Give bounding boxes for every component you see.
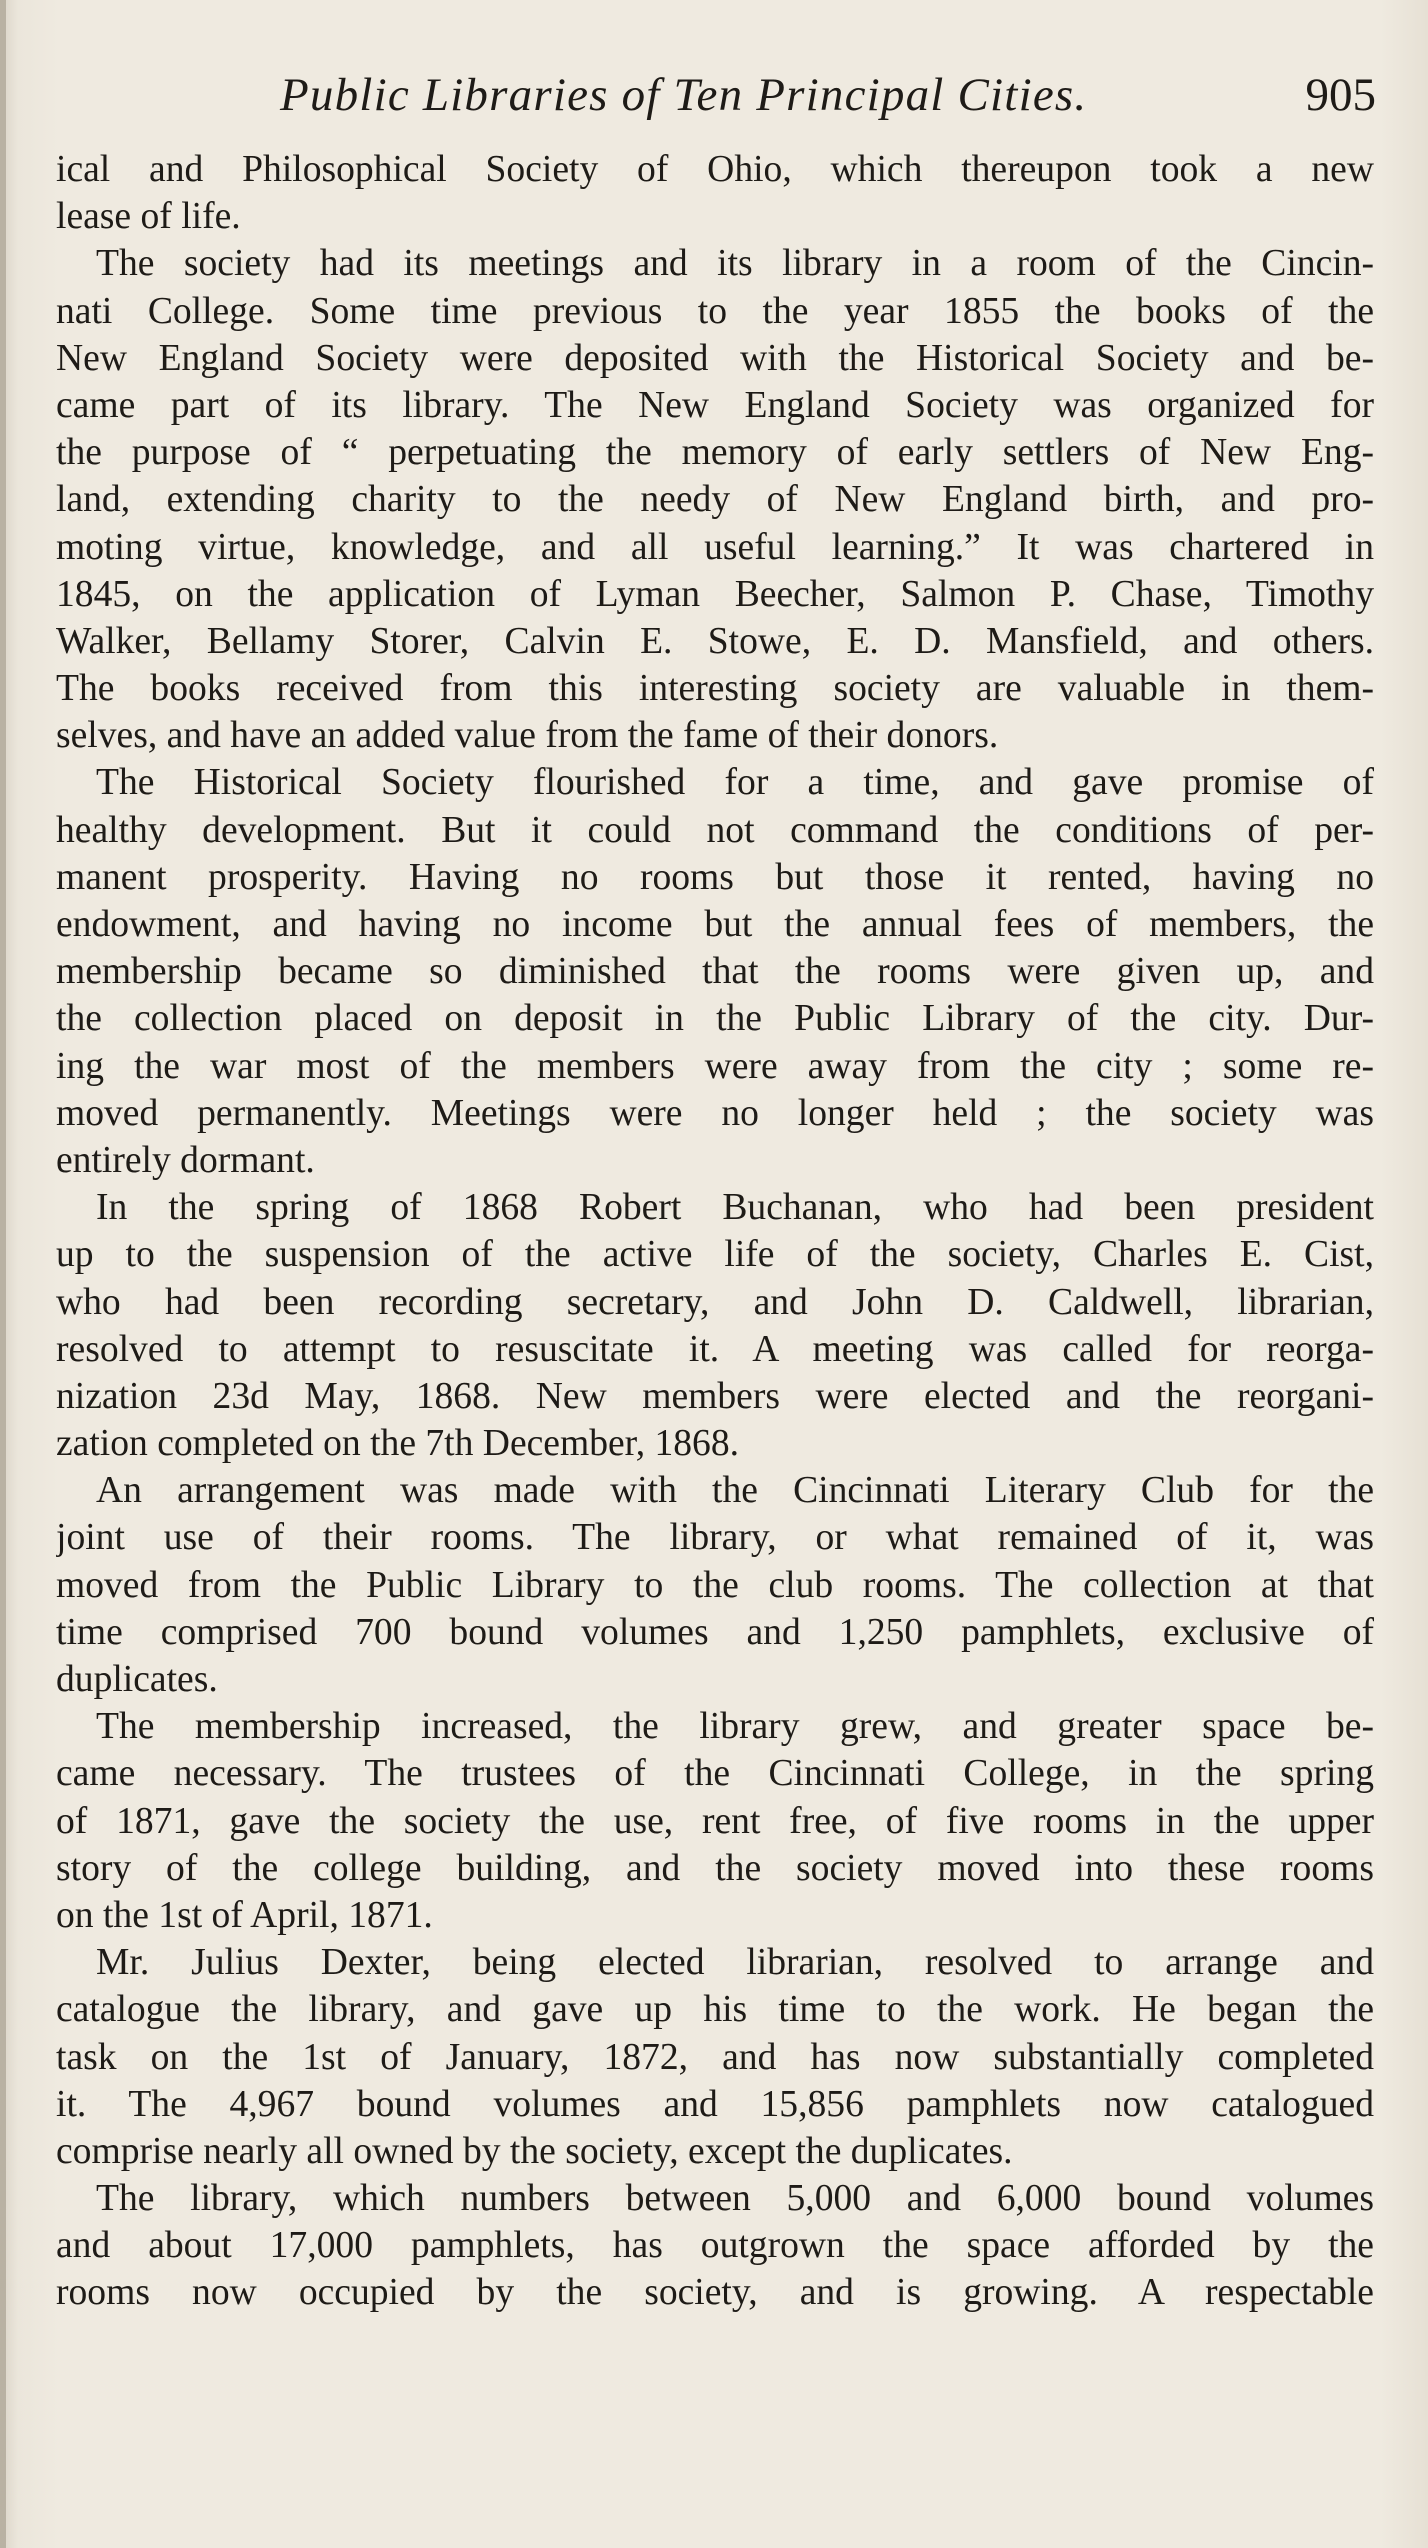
text-line: ical and Philosophical Society of Ohio, which thereupon took a new (56, 149, 1374, 190)
text-line: lease of life. (56, 196, 241, 238)
text-line: and about 17,000 pamphlets, has outgrown the space afforded by the (56, 2225, 1374, 2267)
text-line: came necessary. The trustees of the Cincinnati College, in the spring (56, 1753, 1374, 1795)
paragraph-8 (56, 2175, 1374, 2317)
text-line: task on the 1st of January, 1872, and has now substantially completed (56, 2036, 1374, 2078)
paragraph-4 (56, 1184, 1374, 1467)
text-line: resolved to attempt to resuscitate it. A meeting was called for reorga- (56, 1328, 1374, 1370)
text-line: the purpose of “ perpetuating the memory of early settlers of New Eng- (56, 432, 1374, 474)
text-line: The books received from this interesting society are valuable in them- (56, 668, 1374, 710)
text-line: entirely dormant. (56, 1139, 315, 1181)
text-line: time comprised 700 bound volumes and 1,250 pamphlets, exclusive of (56, 1611, 1374, 1653)
text-line: moting virtue, knowledge, and all useful learning.” It was chartered in (56, 526, 1374, 568)
text-line: selves, and have an added value from the fame of their donors. (56, 715, 999, 757)
paragraph-1 (56, 146, 1374, 240)
text-line: endowment, and having no income but the annual fees of members, the (56, 904, 1374, 945)
binding-edge (0, 0, 6, 2548)
text-line: healthy development. But it could not command the conditions of per- (56, 809, 1374, 851)
paragraph-3 (56, 759, 1374, 1184)
text-line: ing the war most of the members were away from the city ; some re- (56, 1045, 1374, 1087)
text-line: New England Society were deposited with the Historical Society and be- (56, 337, 1374, 379)
text-line: land, extending charity to the needy of New England birth, and pro- (56, 479, 1374, 521)
text-line: duplicates. (56, 1659, 218, 1700)
text-line: The Historical Society flourished for a time, and gave promise of (96, 762, 1374, 804)
text-line: it. The 4,967 bound volumes and 15,856 pamphlets now catalogued (56, 2083, 1374, 2125)
text-line: of 1871, gave the society the use, rent free, of five rooms in the upper (56, 1800, 1374, 1842)
text-line: rooms now occupied by the society, and is growing. A respectable (56, 2272, 1374, 2314)
text-line: zation completed on the 7th December, 1868. (56, 1423, 740, 1465)
page-number: 905 (1305, 69, 1376, 121)
paragraph-6 (56, 1703, 1374, 1939)
text-line: story of the college building, and the society moved into these rooms (56, 1847, 1374, 1889)
text-body (56, 146, 1374, 2317)
paragraph-5 (56, 1467, 1374, 1703)
text-line: moved from the Public Library to the club rooms. The collection at that (56, 1564, 1374, 1606)
text-line: nati College. Some time previous to the year 1855 the books of the (56, 290, 1374, 332)
text-line: up to the suspension of the active life of the society, Charles E. Cist, (56, 1234, 1374, 1276)
paragraph-7 (56, 1939, 1374, 2175)
text-line: In the spring of 1868 Robert Buchanan, who had been president (96, 1187, 1374, 1229)
text-line: The library, which numbers between 5,000 and 6,000 bound volumes (96, 2178, 1374, 2220)
text-line: membership became so diminished that the rooms were given up, and (56, 951, 1374, 993)
running-title: Public Libraries of Ten Principal Cities. (280, 69, 1088, 121)
text-line: The membership increased, the library grew, and greater space be- (96, 1706, 1374, 1748)
text-line: catalogue the library, and gave up his time to the work. He began the (56, 1989, 1374, 2031)
text-line: the collection placed on deposit in the Public Library of the city. Dur- (56, 998, 1374, 1040)
text-line: 1845, on the application of Lyman Beecher, Salmon P. Chase, Timothy (56, 573, 1374, 615)
text-line: Mr. Julius Dexter, being elected librarian, resolved to arrange and (96, 1942, 1374, 1984)
text-line: nization 23d May, 1868. New members were elected and the reorgani- (56, 1375, 1374, 1417)
text-line: Walker, Bellamy Storer, Calvin E. Stowe, E. D. Mansfield, and others. (56, 620, 1374, 662)
text-line: An arrangement was made with the Cincinnati Literary Club for the (96, 1470, 1374, 1512)
running-head (56, 68, 1376, 128)
text-line: on the 1st of April, 1871. (56, 1894, 433, 1936)
text-line: moved permanently. Meetings were no longer held ; the society was (56, 1092, 1374, 1134)
text-line: The society had its meetings and its library in a room of the Cincin- (96, 243, 1374, 285)
text-line: who had been recording secretary, and John D. Caldwell, librarian, (56, 1281, 1374, 1323)
paragraph-2 (56, 240, 1374, 759)
text-line: comprise nearly all owned by the society, except the duplicates. (56, 2130, 1013, 2172)
text-line: joint use of their rooms. The library, or what remained of it, was (56, 1517, 1374, 1559)
text-line: manent prosperity. Having no rooms but those it rented, having no (56, 856, 1374, 898)
text-line: came part of its library. The New England Society was organized for (56, 384, 1374, 426)
